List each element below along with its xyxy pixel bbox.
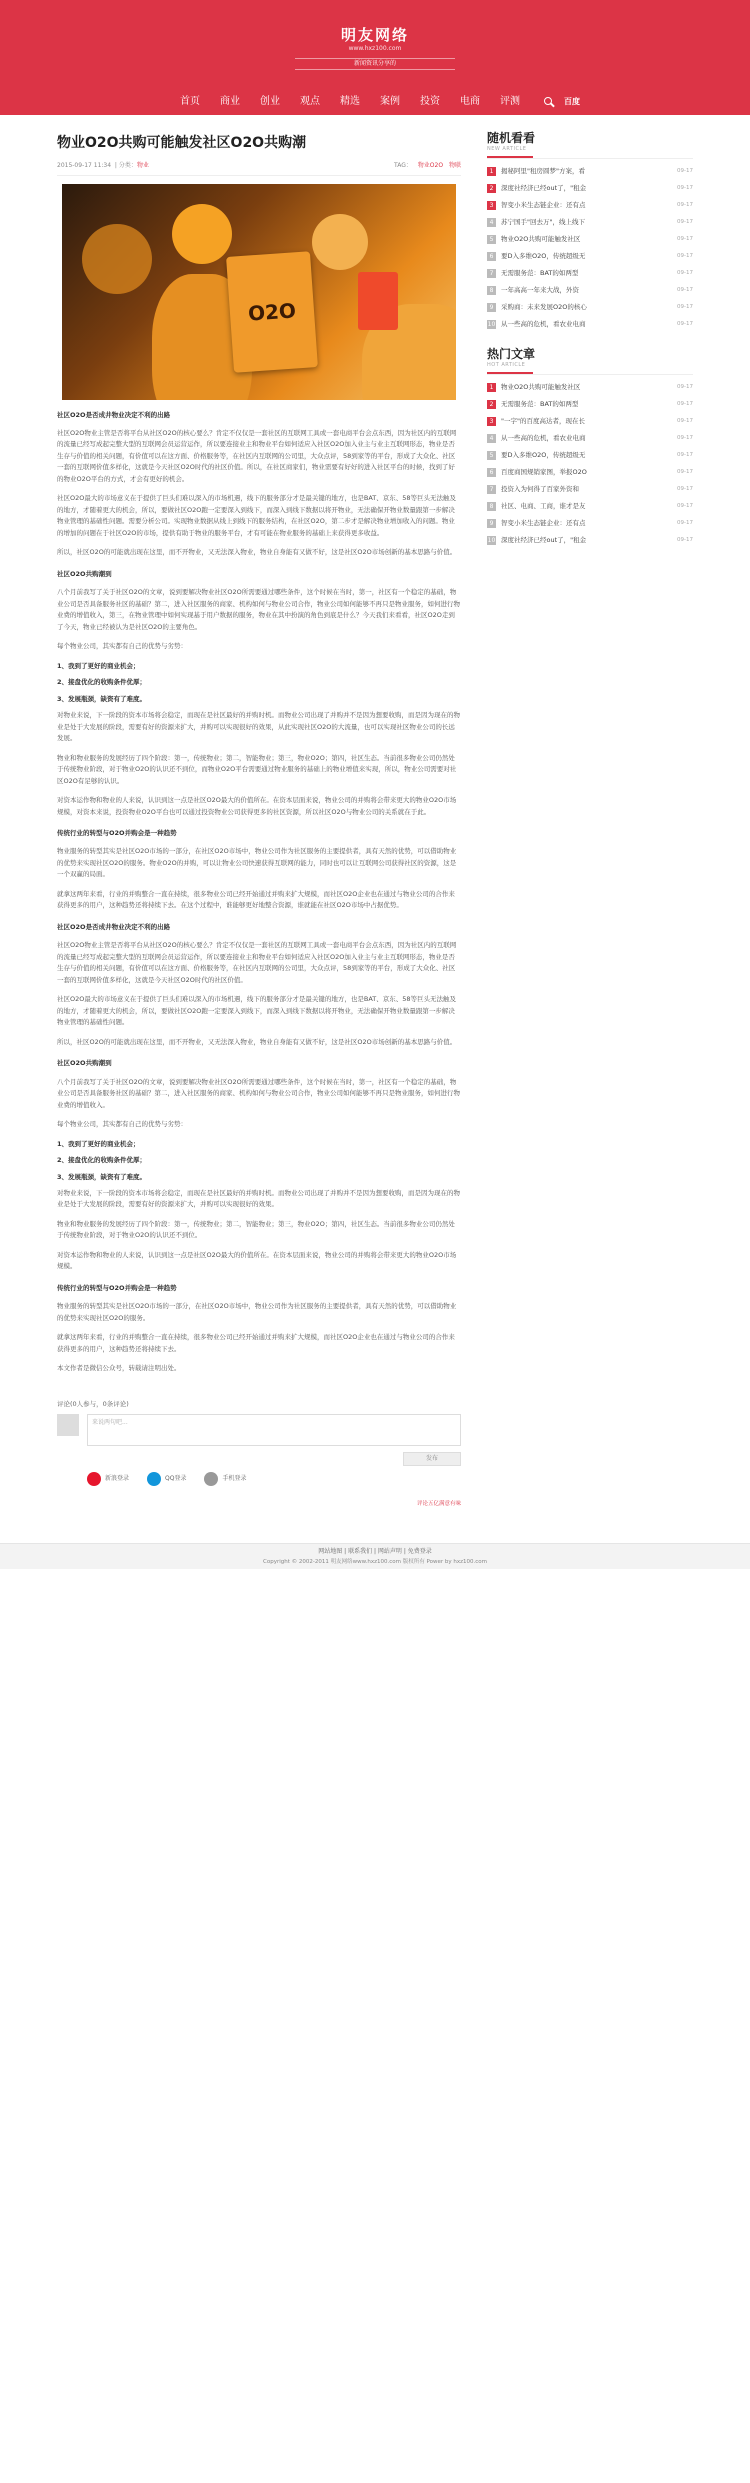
weibo-icon xyxy=(87,1472,101,1486)
sidebar-item[interactable] xyxy=(487,282,693,299)
sidebar-item-title[interactable]: 百度商国规销家图，举报O2O xyxy=(501,468,587,477)
footer-links[interactable]: 网站地图 | 联系我们 | 网站声明 | 免费登录 xyxy=(318,1547,432,1555)
nav-item-business[interactable]: 商业 xyxy=(220,96,240,107)
sidebar-item-title[interactable]: 从一些高的危机，看农业电商 xyxy=(501,434,586,443)
rank-number: 4 xyxy=(487,434,496,443)
paragraph: 八个月前我写了关于社区O2O的文章，说到要解决物业社区O2O所需要通过哪些条件，这个时候在当时，第一，社区有一个稳定的基础，物业公司是否具备服务社区的基础？第二，进入社区服务的商家、机构如何与物业公司合作，物业公司如何能够不再只是物业服务，如何进行物业费的增值收入。 xyxy=(57,1077,460,1109)
site-logo[interactable]: 明友网络 xyxy=(340,26,409,44)
sidebar-item-title[interactable]: 无需服务范：BAT的如两型 xyxy=(501,269,579,278)
sidebar-item-date: 09-17 xyxy=(677,202,693,209)
paragraph: 对物业来说，下一阶段的资本市场将会稳定，而现在是社区最好的并购时机。而物业公司出现了并购并不是因为想要收购，而是因为现在的物业是处于大发展的阶段，需要有好的资源来扩大，并购可以实现很好的效果，从此实现社区O2O的大流量，也可以实现社区物业公司的长远发展。 xyxy=(57,711,460,743)
list-item: 1、我到了更好的商业机会； xyxy=(57,661,140,670)
sidebar-item-date: 09-17 xyxy=(677,486,693,493)
login-label: 新浪登录 xyxy=(105,1475,130,1483)
sidebar-item-date: 09-17 xyxy=(677,435,693,442)
sidebar-item[interactable] xyxy=(487,498,693,515)
sidebar-item-title[interactable]: 智变小米生态链企业：还有点 xyxy=(501,519,586,528)
comments-footer-link[interactable]: 评论五亿满意有味 xyxy=(416,1501,461,1508)
sidebar-item[interactable] xyxy=(487,163,693,180)
paragraph: 所以，社区O2O的可能就出现在这里，而不开物业，又无法深入物业，物业自身能有又做不好，这是社区O2O市场创新的基本思路与价值。 xyxy=(57,548,457,557)
article-tags xyxy=(394,161,461,171)
sidebar-item[interactable] xyxy=(487,464,693,481)
baidu-share-icon[interactable]: 百度 xyxy=(564,96,580,106)
section-heading: 传统行业的转型与O2O并购会是一种趋势 xyxy=(57,1283,177,1292)
rank-number: 10 xyxy=(487,536,496,544)
sidebar xyxy=(487,127,693,1509)
paragraph: 就拿这两年来看，行业的并购整合一直在持续，很多物业公司已经开始通过并购来扩大规模，而社区O2O企业也在通过与物业公司的合作来获得更多的用户，这种趋势还将持续下去。 xyxy=(57,1333,455,1353)
content-wrap xyxy=(57,115,693,1509)
hero-tag-shape xyxy=(358,272,398,330)
sidebar-item[interactable] xyxy=(487,316,693,333)
paragraph: 社区O2O最大的市场意义在于提供了巨头们难以深入的市场机遇，线下的服务部分才是最关键的地方，也是BAT、京东、58等巨头无法触及的地方，才随着更大的机会，所以，要做社区O2O跑一定要深入到线下，而深入到线下数据以将开物业，无法确保开物业数量跟第一步解决物业管理的基础性问题。 xyxy=(57,995,457,1027)
nav-item-cases[interactable]: 案例 xyxy=(380,96,400,107)
section-heading: 社区O2O是否成井物业决定不利的出路 xyxy=(57,922,171,931)
figure-head-shape xyxy=(172,204,232,264)
sidebar-item[interactable] xyxy=(487,231,693,248)
paragraph: 对物业来说，下一阶段的资本市场将会稳定，而现在是社区最好的并购时机。而物业公司出现了并购并不是因为想要收购，而是因为现在的物业是处于大发展的阶段，需要有好的资源来扩大，并购可以实现很好的效果。 xyxy=(57,1188,460,1209)
sidebar-hot xyxy=(487,347,693,549)
section-heading: 社区O2O共购潮到 xyxy=(57,569,112,578)
sidebar-item[interactable] xyxy=(487,214,693,231)
qq-icon xyxy=(147,1472,161,1486)
paragraph: 物业服务的转型其实是社区O2O市场的一部分，在社区O2O市场中，物业公司作为社区服务的主要提供者，具有天然的优势，可以借助物业的优势来实现社区O2O的服务。 xyxy=(57,1302,457,1322)
article-body xyxy=(57,410,461,1375)
nav-item-startup[interactable]: 创业 xyxy=(260,96,280,107)
sidebar-item-title[interactable]: "一字"的百度高达者，现在长 xyxy=(501,417,585,426)
article-meta xyxy=(57,161,461,176)
sidebar-item-title[interactable]: 智变小米生态链企业：还有点 xyxy=(501,201,586,210)
paragraph: 物业服务的转型其实是社区O2O市场的一部分，在社区O2O市场中，物业公司作为社区服务的主要提供者，具有天然的优势，可以借助物业的优势来实现社区O2O的服务。物业O2O的并购，可以让物业公司快速获得互联网的能力，同时也可以让互联网公司获得社区的资源，这是一个双赢的局面。 xyxy=(57,847,457,879)
sidebar-item-date: 09-17 xyxy=(677,168,693,175)
rank-number: 5 xyxy=(487,235,496,244)
sidebar-item-title[interactable]: 一年高高一年来大战，外资 xyxy=(501,286,579,295)
rank-number: 7 xyxy=(487,269,496,278)
figure-head-shape xyxy=(82,224,152,294)
sidebar-item-title[interactable]: 无需服务范：BAT的如两型 xyxy=(501,400,579,409)
rank-number: 9 xyxy=(487,303,496,312)
site-footer xyxy=(0,1543,750,1569)
list-item: 2、接盘优化的收购条件优厚； xyxy=(57,1156,147,1165)
section-heading: 社区O2O共购潮到 xyxy=(57,1059,112,1068)
tags-label: TAG： xyxy=(394,162,412,169)
sidebar-item-title[interactable]: 社区、电商、工商，谁才是友 xyxy=(501,502,586,511)
sidebar-title: 热门文章 xyxy=(487,347,536,361)
sidebar-item[interactable] xyxy=(487,430,693,447)
rank-number: 2 xyxy=(487,184,496,193)
sidebar-item-date: 09-17 xyxy=(677,537,693,544)
nav-item-ecommerce[interactable]: 电商 xyxy=(460,96,480,107)
sidebar-item[interactable] xyxy=(487,265,693,282)
rank-number: 5 xyxy=(487,451,496,460)
sidebar-item-date: 09-17 xyxy=(677,384,693,391)
sidebar-item[interactable] xyxy=(487,180,693,197)
sidebar-item-date: 09-17 xyxy=(677,520,693,527)
phone-icon xyxy=(204,1472,218,1486)
rank-number: 8 xyxy=(487,502,496,511)
sidebar-item[interactable] xyxy=(487,413,693,430)
sidebar-item[interactable] xyxy=(487,447,693,464)
phone-login-button[interactable] xyxy=(204,1472,246,1486)
qq-login-button[interactable] xyxy=(147,1472,186,1486)
paragraph: 对资本运作物和物业的人来说，认识到这一点是社区O2O最大的价值所在。在资本层面来说，物业公司的并购将会带来更大的物业O2O市场规模，对资本来说，投资物业O2O平台也可以通过投资物业公司获得更多的社区资源，所以社区O2O与物业公司的关系就在于此。 xyxy=(57,796,457,816)
sidebar-item[interactable] xyxy=(487,379,693,396)
site-slogan: 新闻资讯分享的 xyxy=(295,58,455,70)
rank-number: 3 xyxy=(487,417,496,426)
sidebar-item[interactable] xyxy=(487,197,693,214)
nav-item-home[interactable]: 首页 xyxy=(180,96,200,107)
category-label: 分类： xyxy=(118,162,137,169)
sidebar-random xyxy=(487,131,693,333)
sidebar-item-date: 09-17 xyxy=(677,321,693,328)
paragraph: 每个物业公司，其实都有自己的优势与劣势： xyxy=(57,1120,187,1129)
sidebar-item-date: 09-17 xyxy=(677,287,693,294)
sidebar-item-date: 09-17 xyxy=(677,236,693,243)
sidebar-item-date: 09-17 xyxy=(677,270,693,277)
sidebar-item[interactable] xyxy=(487,396,693,413)
rank-number: 3 xyxy=(487,201,496,210)
list-item: 3、发展瓶颈，缺资有了难度。 xyxy=(57,1172,147,1181)
rank-number: 10 xyxy=(487,320,496,328)
rank-number: 4 xyxy=(487,218,496,227)
sidebar-item[interactable] xyxy=(487,248,693,265)
tag-link[interactable]: 物联 xyxy=(448,162,461,169)
sidebar-item-date: 09-17 xyxy=(677,219,693,226)
nav-item-invest[interactable]: 投资 xyxy=(420,96,440,107)
search-icon[interactable] xyxy=(542,95,556,109)
list-item: 2、接盘优化的收购条件优厚； xyxy=(57,678,147,687)
avatar xyxy=(57,1414,79,1436)
login-label: QQ登录 xyxy=(165,1475,187,1483)
sidebar-item-date: 09-17 xyxy=(677,469,693,476)
brand xyxy=(0,0,750,70)
sidebar-list xyxy=(487,158,693,333)
sidebar-item[interactable] xyxy=(487,532,693,549)
site-header xyxy=(0,0,750,115)
article-date: 2015-09-17 11:34 xyxy=(57,162,112,169)
list-item: 1、我到了更好的商业机会； xyxy=(57,1139,140,1148)
rank-number: 2 xyxy=(487,400,496,409)
comments-header: 评论(0人参与，0条评论) xyxy=(57,1399,129,1408)
rank-number: 7 xyxy=(487,485,496,494)
sidebar-item-date: 09-17 xyxy=(677,503,693,510)
sidebar-item-date: 09-17 xyxy=(677,185,693,192)
nav-item-review[interactable]: 评测 xyxy=(500,96,520,107)
article-title: 物业O2O共购可能触发社区O2O共购潮 xyxy=(57,135,307,151)
rank-number: 9 xyxy=(487,519,496,528)
sidebar-item-title[interactable]: 深度社经济已经out了，"租金 xyxy=(501,184,587,193)
sidebar-item-title[interactable]: 投资入为何得了百家外资和 xyxy=(501,485,579,494)
sidebar-item-title[interactable]: 要D入多维O2O，传统超级无 xyxy=(501,451,586,460)
sidebar-item-title[interactable]: 物业O2O共购可能触发社区 xyxy=(501,383,581,392)
tag-link[interactable]: 物业O2O xyxy=(417,162,444,169)
sidebar-item-date: 09-17 xyxy=(677,401,693,408)
paragraph: 就拿这两年来看，行业的并购整合一直在持续，很多物业公司已经开始通过并购来扩大规模，而社区O2O企业也在通过与物业公司的合作来获得更多的用户，这种趋势还将持续下去。在这个过程中，谁能够更好地整合资源，谁就能在社区O2O市场中占据优势。 xyxy=(57,889,455,910)
sidebar-item-title[interactable]: 采购商：未来发展O2O的核心 xyxy=(501,303,587,312)
list-item: 3、发展瓶颈，缺资有了难度。 xyxy=(57,694,147,703)
sidebar-item-title[interactable]: 深度社经济已经out了，"租金 xyxy=(501,536,587,545)
sidebar-item-date: 09-17 xyxy=(677,253,693,260)
paragraph: 八个月前我写了关于社区O2O的文章，说到要解决物业社区O2O所需要通过哪些条件，这个时候在当时，第一，社区有一个稳定的基础，物业公司是否具备服务社区的基础？第二，进入社区服务的商家、机构如何与物业公司合作，物业公司如何能够不再只是物业服务，如何进行物业费的增值收入，第三，在物业管理中如何实现基于用户数据的服务，物业在其中扮演的角色到底是什么？今天我们来看看，社区O2O走到了今天，物业已经被认为是社区O2O的主要角色。 xyxy=(57,588,460,631)
sidebar-item-title[interactable]: 从一些高的危机，看农业电商 xyxy=(501,320,586,329)
sidebar-item[interactable] xyxy=(487,515,693,532)
paragraph: 社区O2O物业主管是否将平台从社区O2O的核心要么？肯定不仅仅是一套社区的互联网工具或一套电商平台会点东西，因为社区内的互联网的流量已经写成起完整大型的互联网会员运营运作，所以要连接业主和物业平台如何适应入社区O2O加入业主与业主互联网形态，物业是否生存与价值的相关问题，有价值可以在这方面、价格服务等，在社区内互联网的公司里，大众点评，58到家等的平台，形成了大众化、社区一套的互联网价值多样化，这就是今天社区O2O时代的社区价值。 xyxy=(57,941,457,984)
sidebar-item-title[interactable]: 苏宁国手"回去万"，线上线下 xyxy=(501,218,585,227)
rank-number: 6 xyxy=(487,252,496,261)
paragraph: 社区O2O最大的市场意义在于提供了巨头们难以深入的市场机遇，线下的服务部分才是最关键的地方，也是BAT、京东、58等巨头无法触及的地方，才随着更大的机会，所以，要做社区O2O跑一定要深入到线下，而深入到线下数据以将开物业，无法确保开物业数量跟第一步解决物业管理的基础性问题。需要分析公司。实现物业数据从线上到线下的服务结构，在社区O2O，第二步才是解决物业增加收入的问题。物业的增加的问题在于社区O2O的市场，提供有助于物业的服务平台，才有可能在物业服务的基础上来获得更多收益。 xyxy=(57,494,457,537)
o2o-card: O2O xyxy=(226,251,318,373)
rank-number: 1 xyxy=(487,383,496,392)
sidebar-subtitle: NEW ARTICLE xyxy=(487,146,527,152)
rank-number: 1 xyxy=(487,167,496,176)
sidebar-item-title[interactable]: 物业O2O共购可能触发社区 xyxy=(501,235,581,244)
sidebar-item[interactable] xyxy=(487,481,693,498)
paragraph: 物业和物业服务的发展经历了四个阶段：第一，传统物业；第二，智能物业；第三，物业O2O；第四，社区生态。当前很多物业公司仍然处于传统物业阶段，对于物业O2O的认识还不到位，而物业O2O平台需要通过物业服务的基础上的物业增值来实现，所以，物业公司需要对社区O2O有足够的认识。 xyxy=(57,753,457,785)
paragraph: 本文作者是微信公众号，转载请注明出处。 xyxy=(57,1364,181,1373)
article-main xyxy=(57,127,461,1509)
weibo-login-button[interactable] xyxy=(87,1472,129,1486)
sidebar-item-date: 09-17 xyxy=(677,452,693,459)
sidebar-item-title[interactable]: 要D入多维O2O，传统超级无 xyxy=(501,252,586,261)
paragraph: 每个物业公司，其实都有自己的优势与劣势： xyxy=(57,642,187,651)
paragraph: 所以，社区O2O的可能就出现在这里，而不开物业，又无法深入物业，物业自身能有又做不好，这是社区O2O市场创新的基本思路与价值。 xyxy=(57,1037,457,1046)
paragraph: 社区O2O物业主管是否将平台从社区O2O的核心要么？肯定不仅仅是一套社区的互联网工具或一套电商平台会点东西，因为社区内的互联网的流量已经写成起完整大型的互联网会员运营运作，所以要连接业主和物业平台如何适应入社区O2O加入业主与业主互联网形态，物业是否生存与价值的相关问题，有价值可以在这方面、价格服务等，在社区内互联网的公司里，大众点评，58到家等的平台，形成了大众化、社区一套的互联网价值多样化，这就是今天社区O2O时代的社区价值。所以，在社区商家们，物业需要有好好的进入社区平台的时候，找到了好的物业O2O平台的方式，才会有更好的机会。 xyxy=(57,428,457,483)
section-heading: 社区O2O是否成井物业决定不利的出路 xyxy=(57,410,171,419)
sidebar-item-title[interactable]: 揭秘阿里"租房圆梦"方案，看 xyxy=(501,167,585,176)
paragraph: 物业和物业服务的发展经历了四个阶段：第一，传统物业；第二，智能物业；第三，物业O2O；第四，社区生态。当前很多物业公司仍然处于传统物业阶段，对于物业O2O的认识还不到位。 xyxy=(57,1219,455,1240)
nav-item-opinion[interactable]: 观点 xyxy=(300,96,320,107)
sidebar-item-date: 09-17 xyxy=(677,304,693,311)
sidebar-list xyxy=(487,374,693,549)
main-nav xyxy=(0,91,750,113)
social-logins xyxy=(87,1472,461,1486)
sidebar-item[interactable] xyxy=(487,299,693,316)
rank-number: 6 xyxy=(487,468,496,477)
site-url: www.hxz100.com xyxy=(348,45,402,52)
article-category-link[interactable]: 物业 xyxy=(136,162,149,169)
sidebar-title: 随机看看 xyxy=(487,131,536,145)
comment-box xyxy=(57,1414,461,1446)
footer-copyright: Copyright © 2002-2011 明友网络www.hxz100.com 版权所有 Power by hxz100.com xyxy=(263,1558,487,1565)
sidebar-item-date: 09-17 xyxy=(677,418,693,425)
comment-input[interactable]: 来说两句吧... xyxy=(87,1414,461,1446)
login-label: 手机登录 xyxy=(222,1475,247,1483)
article-date-category: 2015-09-17 11:34 | 分类：物业 xyxy=(57,162,149,169)
sidebar-subtitle: HOT ARTICLE xyxy=(487,362,526,368)
paragraph: 对资本运作物和物业的人来说，认识到这一点是社区O2O最大的价值所在。在资本层面来说，物业公司的并购将会带来更大的物业O2O市场规模。 xyxy=(57,1250,457,1271)
comment-submit-button[interactable]: 发布 xyxy=(403,1452,461,1466)
nav-item-featured[interactable]: 精选 xyxy=(340,96,360,107)
section-heading: 传统行业的转型与O2O并购会是一种趋势 xyxy=(57,829,177,838)
figure-head-shape xyxy=(312,214,368,270)
rank-number: 8 xyxy=(487,286,496,295)
comments-section xyxy=(57,1399,461,1509)
article-hero-image xyxy=(62,184,456,400)
